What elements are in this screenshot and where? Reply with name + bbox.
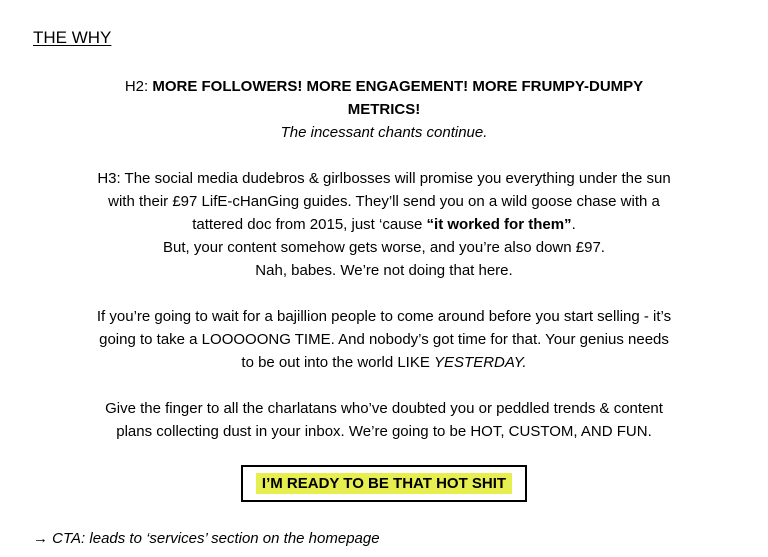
h2-headline-part1: MORE FOLLOWERS! MORE ENGAGEMENT! MORE FRUMPY-DUMPY	[152, 78, 644, 95]
finger-line-1: Give the finger to all the charlatans who’ve doubted you or peddled trends & content	[105, 400, 663, 417]
cta-note	[33, 527, 737, 550]
h3-line-3-post: .	[571, 216, 576, 233]
h3-line-5: Nah, babes. We’re not doing that here.	[255, 262, 513, 279]
h3-line-3-pre: tattered doc from 2015, just ‘cause	[192, 216, 427, 233]
finger-line-2: plans collecting dust in your inbox. We’re going to be HOT, CUSTOM, AND FUN.	[116, 423, 652, 440]
urgency-line-1: If you’re going to wait for a bajillion people to come around before you start selling - it’s	[96, 308, 672, 325]
cta-button[interactable]	[241, 465, 527, 502]
h3-line-1: H3: The social media dudebros & girlbosses will promise you everything under the sun	[97, 170, 671, 187]
h2-subline: The incessant chants continue.	[280, 124, 488, 141]
h3-line-3-bold-quote: “it worked for them”	[426, 216, 572, 233]
h2-prefix: H2:	[124, 78, 153, 95]
h2-line-2	[31, 98, 737, 121]
urgency-line-2: going to take a LOOOOONG TIME. And nobody’s got time for that. Your genius needs	[99, 331, 669, 348]
h2-heading	[31, 75, 737, 121]
urgency-line-3-pre: to be out into the world LIKE	[241, 354, 435, 371]
finger-paragraph	[31, 397, 737, 443]
h3-line-3	[31, 213, 737, 236]
h2-line-1	[31, 75, 737, 98]
h3-paragraph	[31, 167, 737, 282]
cta-button-row	[31, 465, 737, 502]
h2-headline-part2: METRICS!	[347, 101, 421, 118]
doc-title-text: THE WHY	[33, 28, 112, 47]
doc-title	[33, 26, 737, 49]
arrow-right-icon: →	[33, 530, 48, 547]
urgency-yesterday-italic: YESTERDAY.	[434, 354, 527, 371]
cta-note-text: CTA: leads to ‘services’ section on the homepage	[48, 530, 380, 547]
cta-button-label: I’M READY TO BE THAT HOT SHIT	[256, 473, 512, 494]
urgency-line-3	[31, 351, 737, 374]
urgency-paragraph	[31, 305, 737, 374]
h3-line-2: with their £97 LifE-cHanGing guides. They’ll send you on a wild goose chase with a	[108, 193, 660, 210]
h3-line-4: But, your content somehow gets worse, and you’re also down £97.	[163, 239, 605, 256]
